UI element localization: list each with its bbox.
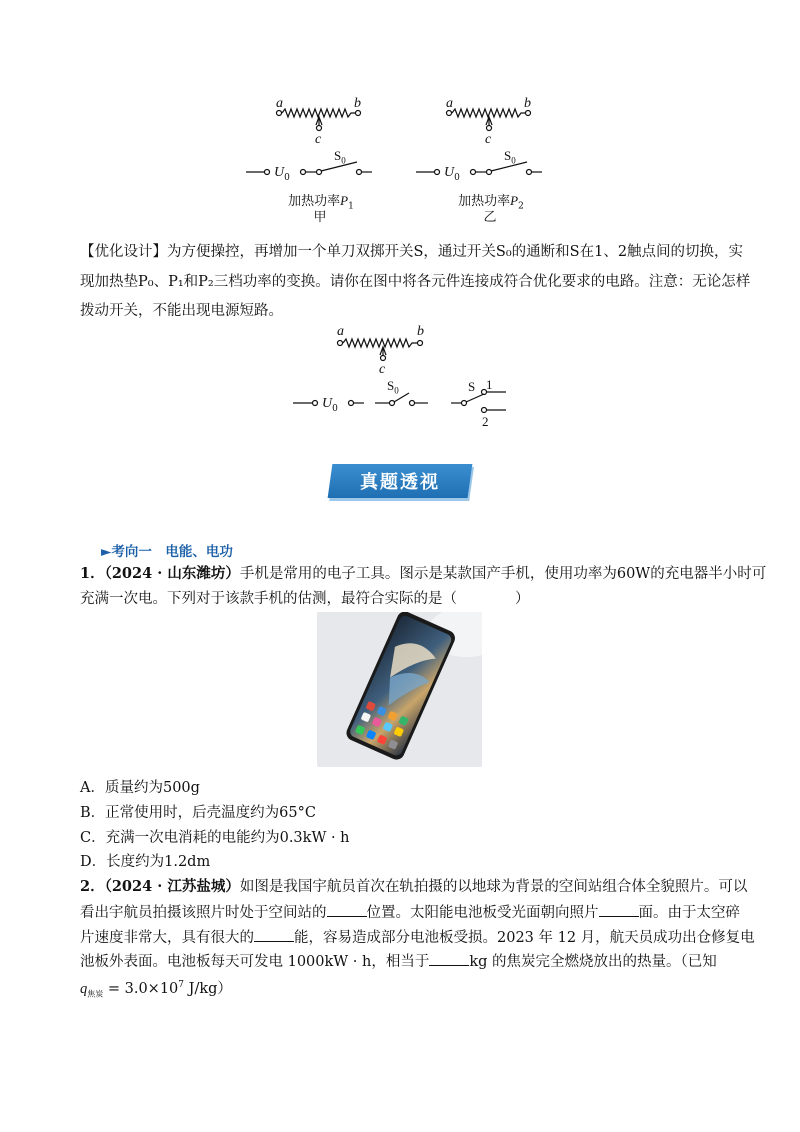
phone-illustration [317, 612, 482, 767]
figure-name-right: 乙 [483, 210, 497, 225]
q2-q-exponent: 7 [178, 980, 185, 990]
q2-source: （2024 · 江苏盐城） [104, 878, 240, 895]
q2-line-4 [80, 951, 717, 972]
q2-blank-4[interactable] [429, 951, 469, 966]
circuit-diagram-optimize [0, 320, 800, 440]
caption-left: 加热功率$P_1$ [288, 193, 354, 212]
q1-number: 1． [80, 565, 105, 582]
q2-q-symbol: q [80, 980, 88, 997]
q1-option-b: B．正常使用时，后壳温度约为65°C [80, 805, 316, 821]
q2-text-3a: 片速度非常大，具有很大的 [80, 930, 254, 946]
figure-name-left: 甲 [313, 210, 327, 225]
optimize-line-2: 现加热垫P₀、P₁和P₂三档功率的变换。请你在图中将各元件连接成符合优化要求的电路。注意：无论怎样 [80, 274, 751, 290]
q2-number: 2． [80, 878, 105, 895]
q1-option-d: D．长度约为1.2dm [80, 854, 211, 870]
terminal-c-optimize: c [379, 362, 386, 377]
terminal-c-left: c [315, 132, 322, 147]
q2-text-2b: 位置。太阳能电池板受光面朝向照片 [366, 905, 599, 921]
q2-line-1 [80, 877, 747, 897]
section-heading: ►考向一 电能、电功 [101, 544, 233, 560]
q2-text-4a: 池板外表面。电池板每天可发电 1000kW · h，相当于 [80, 954, 430, 970]
terminal-a-left: a [276, 96, 283, 111]
terminal-a-right: a [446, 96, 453, 111]
q1-option-c: C．充满一次电消耗的电能约为0.3kW · h [80, 830, 350, 846]
q2-blank-3[interactable] [254, 927, 294, 942]
terminal-b-optimize: b [417, 324, 424, 339]
q2-q-unit: J/kg） [184, 980, 232, 997]
switch-s0-optimize: $S_0$ [387, 378, 399, 396]
circuit-diagrams-top [0, 0, 800, 240]
q2-text-2a: 看出宇航员拍摄该照片时处于空间站的 [80, 905, 327, 921]
source-label-optimize: $U_0$ [322, 396, 338, 414]
terminal-c-right: c [485, 132, 492, 147]
phone-image [317, 612, 482, 767]
q2-q-subscript: 焦炭 [87, 989, 104, 999]
q1-line-1 [80, 564, 766, 584]
contact-1-label: 1 [486, 377, 493, 392]
q2-line-2 [80, 902, 740, 923]
source-label-left: $U_0$ [274, 165, 290, 183]
contact-2-label: 2 [482, 414, 489, 429]
q2-blank-2[interactable] [599, 902, 639, 917]
q1-option-a: A．质量约为500g [80, 780, 200, 796]
optimize-line-1: 【优化设计】为方便操控，再增加一个单刀双掷开关S，通过开关S₀的通断和S在1、2触点间的切换，实 [80, 244, 744, 260]
terminal-a-optimize: a [337, 324, 344, 339]
rheostat-left [277, 109, 361, 131]
switch-s0-right: $S_0$ [504, 148, 516, 166]
q2-line-3 [80, 927, 755, 948]
q2-blank-1[interactable] [327, 902, 367, 917]
optimize-line-3: 拨动开关，不能出现电源短路。 [80, 303, 283, 319]
terminal-b-right: b [524, 96, 531, 111]
rheostat-optimize [338, 339, 423, 361]
q2-q-value: = 3.0×10 [103, 980, 179, 997]
q1-line-2: 充满一次电。下列对于该款手机的估测，最符合实际的是（ ） [80, 591, 530, 607]
rheostat-right [447, 109, 531, 131]
source-switch-left [246, 162, 372, 175]
source-switch-right [416, 162, 542, 175]
q2-stem-1: 如图是我国宇航员首次在轨拍摄的以地球为背景的空间站组合体全貌照片。可以 [239, 879, 748, 895]
q2-text-3b: 能，容易造成部分电池板受损。2023 年 12 月，航天员成功出仓修复电 [294, 930, 755, 946]
caption-right: 加热功率$P_2$ [458, 193, 524, 212]
terminal-b-left: b [354, 96, 361, 111]
source-label-right: $U_0$ [444, 165, 460, 183]
q2-line-5 [80, 975, 232, 1005]
q2-text-4b: kg 的焦炭完全燃烧放出的热量。（已知 [469, 954, 717, 970]
q2-text-2c: 面。由于太空碎 [638, 905, 740, 921]
q1-stem-1: 手机是常用的电子工具。图示是某款国产手机，使用功率为60W的充电器半小时可 [239, 566, 767, 582]
switch-s0-left: $S_0$ [334, 148, 346, 166]
q1-source: （2024 · 山东潍坊） [104, 565, 240, 582]
switch-s-optimize: S [468, 379, 476, 394]
banner-title: 真题透视 [360, 472, 440, 493]
section-banner [322, 462, 478, 504]
